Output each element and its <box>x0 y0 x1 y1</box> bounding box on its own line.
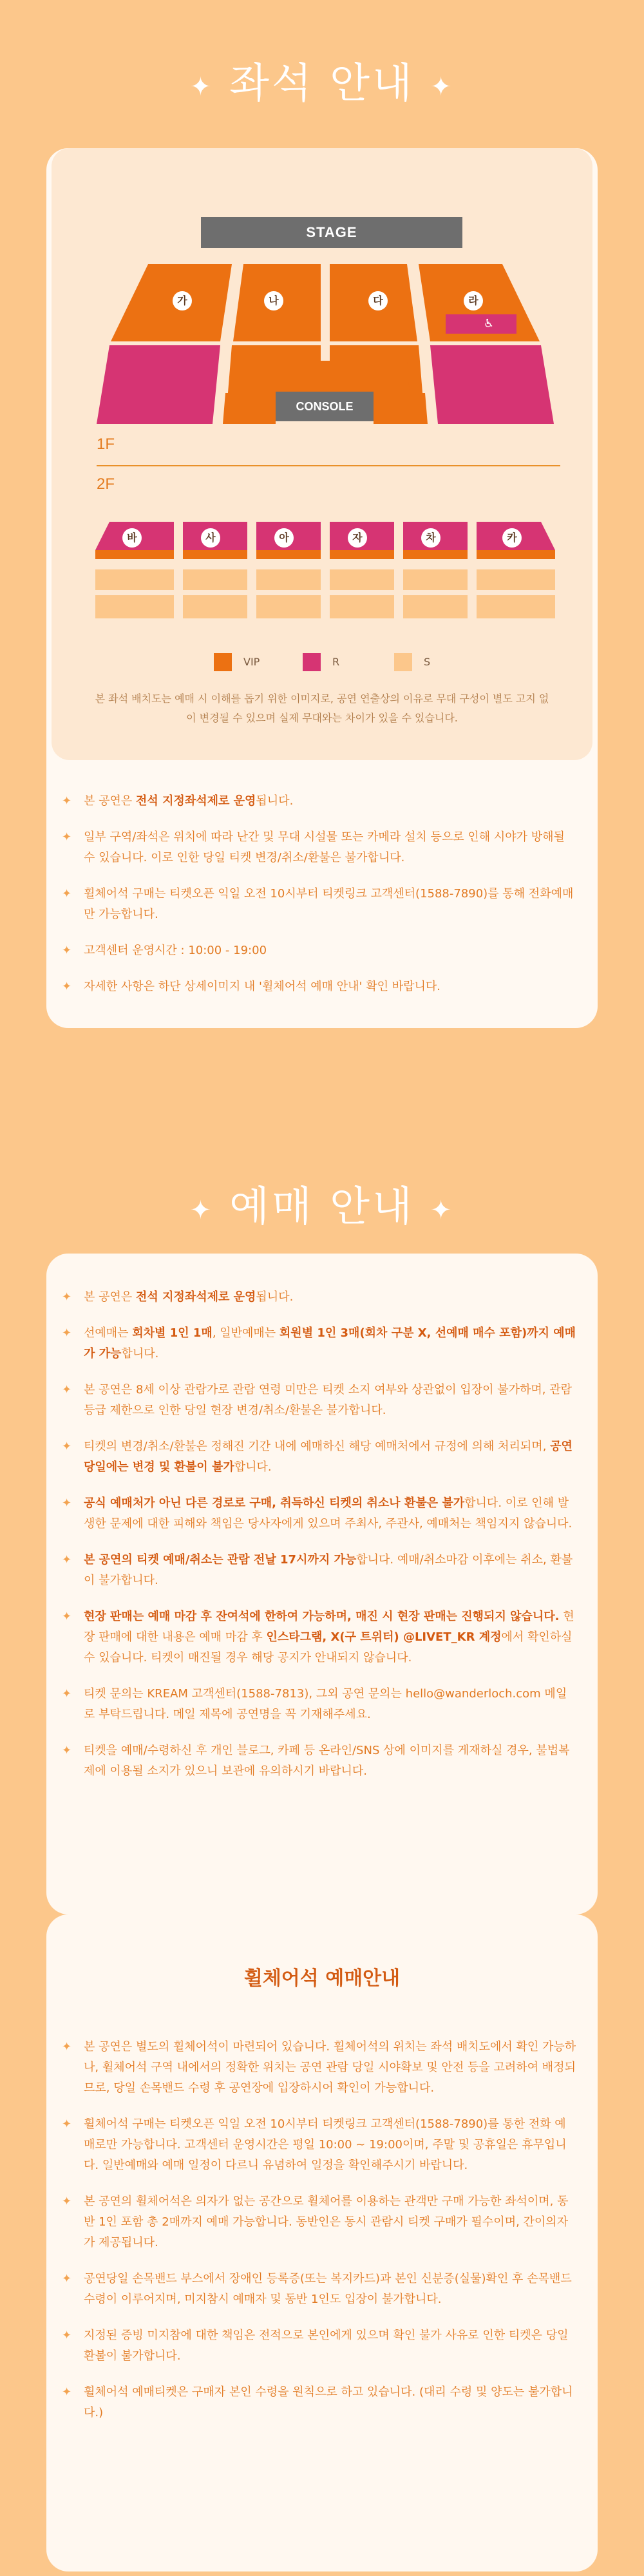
list-item: ✦ 선예매는 회차별 1인 1매, 일반예매는 회원별 1인 3매(회차 구분 X, 선예매 매수 포함)까지 예매가 가능합니다. <box>62 1323 577 1364</box>
seat-block-ra-rear <box>430 345 554 424</box>
list-item: ✦ 본 공연은 별도의 휠체어석이 마련되어 있습니다. 휠체어석의 위치는 좌석 배치도에서 확인 가능하나, 휠체어석 구역 내에서의 정확한 위치는 공연 관람 당일 시야확보 및 안전 등을 고려하여 배정되므로, 당일 손목밴드 수령 후 공연장에 입장하시어 확인이 가능합니다. <box>62 2037 577 2099</box>
block-label-sa: 사 <box>201 528 220 548</box>
seat-guide-title-text: 좌석 안내 <box>229 60 415 108</box>
seat-block-ga-rear <box>97 345 220 424</box>
list-item: ✦ 고객센터 운영시간 : 10:00 - 19:00 <box>62 940 577 961</box>
seat-guide-notes <box>62 791 577 1013</box>
block-label-da: 다 <box>368 291 388 310</box>
legend-s-label: S <box>424 656 431 668</box>
sparkle-icon: ✦ <box>430 72 455 102</box>
block-label-ga: 가 <box>173 291 192 310</box>
list-item: ✦ 공식 예매처가 아닌 다른 경로로 구매, 취득하신 티켓의 취소나 환불은 불가합니다. 이로 인해 발생한 문제에 대한 피해와 책임은 당사자에게 있으며 주최사, 주관사, 예매처는 책임지지 않습니다. <box>62 1493 577 1534</box>
legend-vip-label: VIP <box>243 656 260 668</box>
list-item: ✦ 자세한 사항은 하단 상세이미지 내 '휠체어석 예매 안내' 확인 바랍니다. <box>62 977 577 997</box>
block-label-ka: 카 <box>502 528 522 548</box>
block-label-a: 아 <box>274 528 294 548</box>
booking-guide-notes <box>62 1287 577 1797</box>
floor-divider <box>97 465 560 466</box>
floor-2f-label: 2F <box>97 475 115 493</box>
list-item: ✦ 티켓 문의는 KREAM 고객센터(1588-7813), 그외 공연 문의는 hello@wanderloch.com 메일로 부탁드립니다. 메일 제목에 공연명을 꼭 기재해주세요. <box>62 1684 577 1725</box>
seat-block-left-lower <box>223 393 276 424</box>
seat-map-panel <box>52 148 592 760</box>
list-item: ✦ 지정된 증빙 미지참에 대한 책임은 전적으로 본인에게 있으며 확인 불가 사유로 인한 티켓은 당일 환불이 불가합니다. <box>62 2325 577 2367</box>
wheelchair-icon: ♿ <box>483 317 495 330</box>
list-item: ✦ 본 공연은 전석 지정좌석제로 운영됩니다. <box>62 1287 577 1308</box>
legend-r-label: R <box>332 656 340 668</box>
legend-r-swatch <box>303 653 321 671</box>
list-item: ✦ 본 공연의 티켓 예매/취소는 관람 전날 17시까지 가능합니다. 예매/취소마감 이후에는 취소, 환불이 불가합니다. <box>62 1550 577 1591</box>
sparkle-icon: ✦ <box>189 1195 214 1225</box>
booking-guide-title-text: 예매 안내 <box>229 1183 415 1231</box>
seat-map-1f <box>52 148 592 760</box>
legend-vip-swatch <box>214 653 232 671</box>
sparkle-icon: ✦ <box>430 1195 455 1225</box>
list-item: ✦ 공연당일 손목밴드 부스에서 장애인 등록증(또는 복지카드)과 본인 신분증(실물)확인 후 손목밴드 수령이 이루어지며, 미지참시 예매자 및 동반 1인도 입장이 불가합니다. <box>62 2269 577 2310</box>
wheelchair-guide-title: 휠체어석 예매안내 <box>243 1967 401 1990</box>
seat-block-center-rear <box>232 361 412 393</box>
wheelchair-guide-notes <box>62 2037 577 2439</box>
block-label-ra: 라 <box>464 291 483 310</box>
list-item: ✦ 현장 판매는 예매 마감 후 잔여석에 한하여 가능하며, 매진 시 현장 판매는 진행되지 않습니다. 현장 판매에 대한 내용은 예매 마감 후 인스타그램, X(구 트위터) @LIVET_KR 계정에서 확인하실 수 있습니다. 티켓이 매진될 경우 해당 공지가 안내되지 않습니다. <box>62 1607 577 1668</box>
list-item: ✦ 휠체어석 예매티켓은 구매자 본인 수령을 원칙으로 하고 있습니다. (대리 수령 및 양도는 불가합니다.) <box>62 2382 577 2423</box>
floor-1f-label: 1F <box>97 435 115 453</box>
block-label-ba: 바 <box>122 528 142 548</box>
list-item: ✦ 티켓을 예매/수령하신 후 개인 블로그, 카페 등 온라인/SNS 상에 이미지를 게재하실 경우, 불법복제에 이용될 소지가 있으니 보관에 유의하시기 바랍니다. <box>62 1741 577 1782</box>
legend-s-swatch <box>394 653 412 671</box>
block-label-ja: 자 <box>348 528 367 548</box>
list-item: ✦ 휠체어석 구매는 티켓오픈 익일 오전 10시부터 티켓링크 고객센터(1588-7890)를 통한 전화 예매로만 가능합니다. 고객센터 운영시간은 평일 10:00 ~ 19:00이며, 주말 및 공휴일은 휴무입니다. 일반예매와 예매 일정이 다르니 유념하여 일정을 확인해주시기 바랍니다. <box>62 2114 577 2176</box>
stage: STAGE <box>201 217 462 248</box>
seat-block-right-lower <box>374 393 428 424</box>
booking-guide-title <box>0 1174 644 1233</box>
block-label-cha: 차 <box>421 528 440 548</box>
list-item: ✦ 본 공연의 휠체어석은 의자가 없는 공간으로 휠체어를 이용하는 관객만 구매 가능한 좌석이며, 동반 1인 포함 총 2매까지 예매 가능합니다. 동반인은 동시 관람시 티켓 구매가 필수이며, 간이의자가 제공됩니다. <box>62 2191 577 2253</box>
sparkle-icon: ✦ <box>189 72 214 102</box>
list-item: ✦ 본 공연은 8세 이상 관람가로 관람 연령 미만은 티켓 소지 여부와 상관없이 입장이 불가하며, 관람 등급 제한으로 인한 당일 현장 변경/취소/환불은 불가합니다. <box>62 1380 577 1421</box>
seat-map-notice: 본 좌석 배치도는 예매 시 이해를 돕기 위한 이미지로, 공연 연출상의 이유로 무대 구성이 별도 고지 없이 변경될 수 있으며 실제 무대와는 차이가 있을 수 있습니다. <box>95 692 549 724</box>
block-label-na: 나 <box>264 291 283 310</box>
list-item: ✦ 티켓의 변경/취소/환불은 정해진 기간 내에 예매하신 해당 예매처에서 규정에 의해 처리되며, 공연 당일에는 변경 및 환불이 불가합니다. <box>62 1436 577 1478</box>
list-item: ✦ 본 공연은 전석 지정좌석제로 운영됩니다. <box>62 791 577 812</box>
console: CONSOLE <box>276 392 374 421</box>
seat-guide-title <box>0 50 644 110</box>
list-item: ✦ 휠체어석 구매는 티켓오픈 익일 오전 10시부터 티켓링크 고객센터(1588-7890)를 통해 전화예매만 가능합니다. <box>62 884 577 925</box>
list-item: ✦ 일부 구역/좌석은 위치에 따라 난간 및 무대 시설물 또는 카메라 설치 등으로 인해 시야가 방해될 수 있습니다. 이로 인한 당일 티켓 변경/취소/환불은 불가합니다. <box>62 827 577 868</box>
seat-block-ga <box>111 264 232 341</box>
